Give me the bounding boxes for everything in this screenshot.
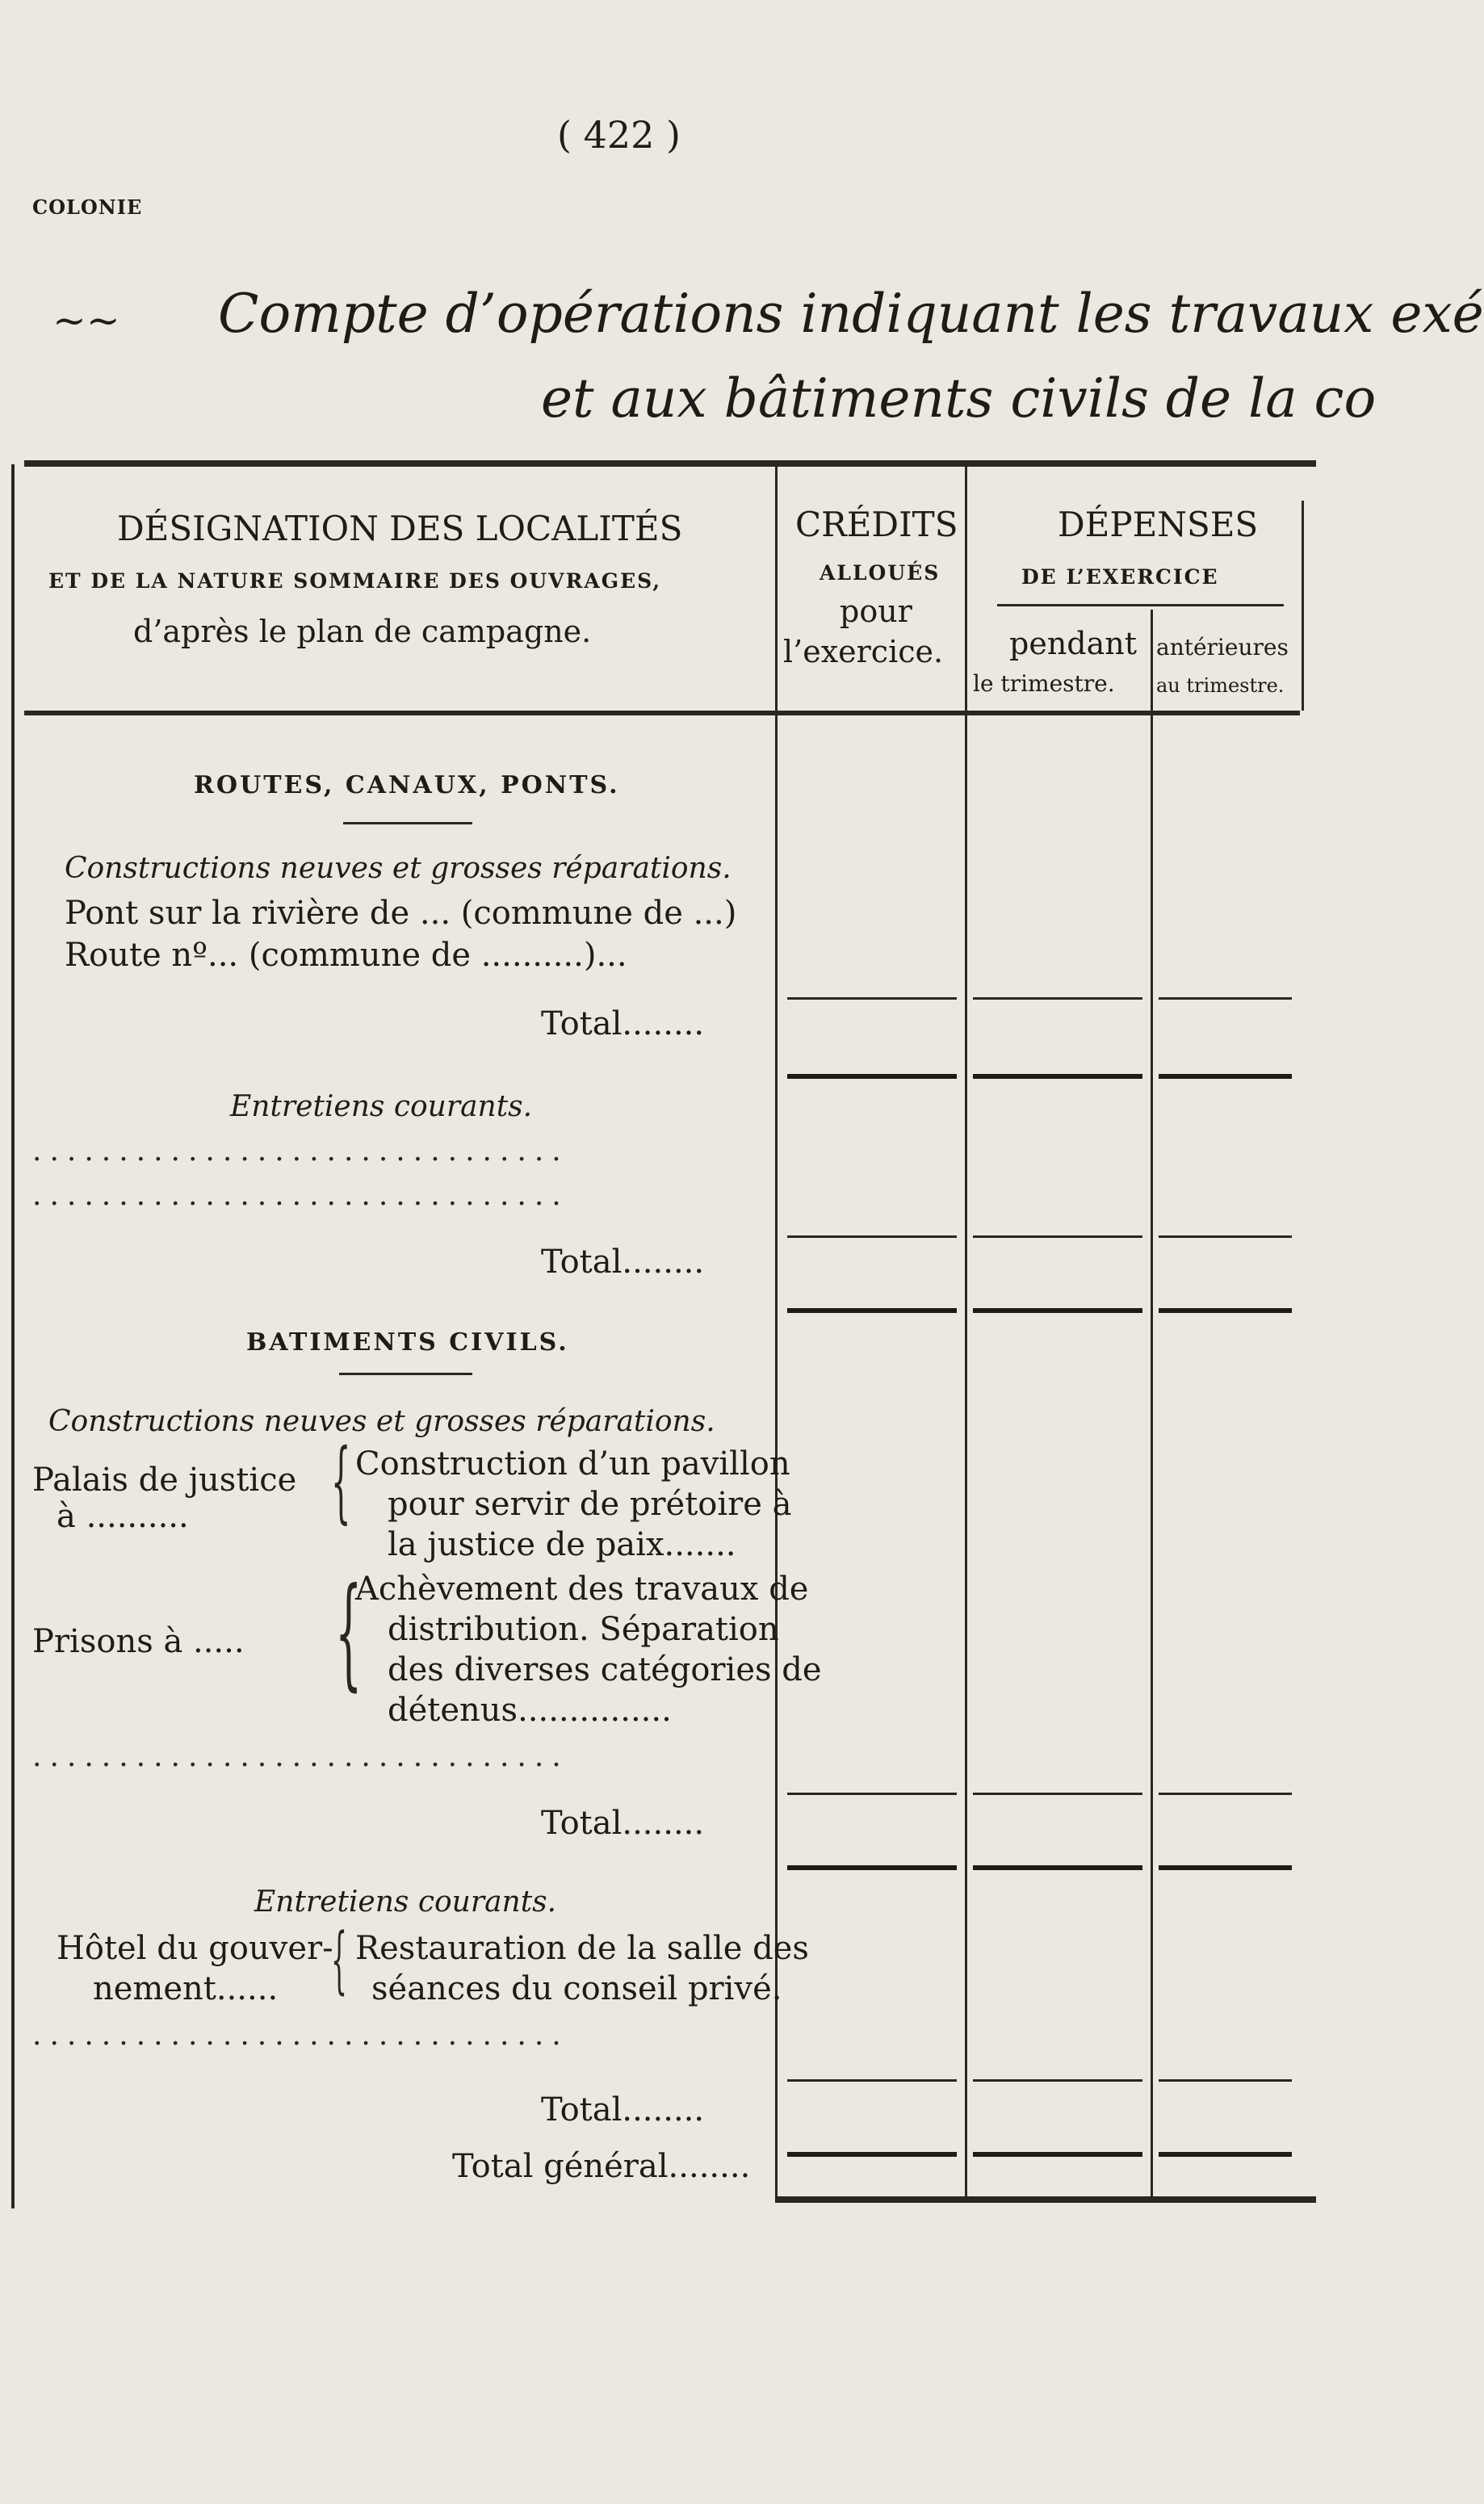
routes-total2-rule-anterieures bbox=[1159, 1308, 1292, 1313]
hotel-label-2: nement...... bbox=[93, 1970, 279, 2007]
header-anterieures-2: au trimestre. bbox=[1156, 674, 1285, 697]
batiments-total-rule-credits bbox=[787, 1865, 957, 1870]
prisons-desc-1: Achèvement des travaux de bbox=[355, 1571, 809, 1608]
batiments-heading: BATIMENTS CIVILS. bbox=[246, 1328, 569, 1357]
prisons-brace: { bbox=[335, 1562, 363, 1703]
palais-label-1: Palais de justice bbox=[32, 1462, 297, 1499]
batiments-constructions-heading: Constructions neuves et grosses réparations. bbox=[48, 1405, 715, 1438]
header-credits-3: pour bbox=[840, 593, 912, 629]
batiments-subtotal-rule-anterieures bbox=[1159, 1793, 1292, 1795]
routes-heading-rule bbox=[343, 822, 472, 824]
header-credits-4: l’exercice. bbox=[783, 634, 944, 669]
routes-entretiens-heading: Entretiens courants. bbox=[230, 1090, 533, 1123]
header-depenses-1: DÉPENSES bbox=[1058, 505, 1259, 544]
column-divider-anterieures bbox=[1151, 610, 1153, 2199]
palais-desc-1: Construction d’un pavillon bbox=[355, 1445, 790, 1483]
routes-constructions-heading: Constructions neuves et grosses réparations. bbox=[65, 852, 732, 885]
routes-subtotal-rule-credits bbox=[787, 997, 957, 1000]
routes-heading: ROUTES, CANAUX, PONTS. bbox=[194, 771, 620, 799]
prisons-desc-3: des diverses catégories de bbox=[388, 1651, 822, 1688]
hotel-desc-1: Restauration de la salle des bbox=[355, 1930, 809, 1967]
batiments-subtotal2-rule-anterieures bbox=[1159, 2079, 1292, 2082]
batiments-total2-rule-pendant bbox=[973, 2152, 1142, 2157]
table-bottom-rule bbox=[775, 2196, 1316, 2203]
batiments-dot-row-1: ............................... bbox=[32, 1740, 569, 1773]
hotel-desc-2: séances du conseil privé. bbox=[371, 1970, 782, 2007]
routes-subtotal-rule-anterieures bbox=[1159, 997, 1292, 1000]
header-designation-2: ET DE LA NATURE SOMMAIRE DES OUVRAGES, bbox=[48, 569, 662, 593]
prisons-desc-4: détenus............... bbox=[388, 1692, 672, 1729]
header-anterieures-1: antérieures bbox=[1156, 634, 1289, 661]
title-line-2: et aux bâtiments civils de la co bbox=[541, 367, 1377, 430]
header-credits-1: CRÉDITS bbox=[795, 505, 958, 544]
title-ornament: ~~ bbox=[52, 297, 120, 344]
routes-total-1: Total........ bbox=[541, 1005, 705, 1042]
routes-total2-rule-credits bbox=[787, 1308, 957, 1313]
batiments-total-2: Total........ bbox=[541, 2091, 705, 2129]
prisons-desc-2: distribution. Séparation bbox=[388, 1611, 779, 1648]
palais-desc-2: pour servir de prétoire à bbox=[388, 1486, 792, 1523]
routes-total-rule-anterieures bbox=[1159, 1074, 1292, 1079]
batiments-subtotal2-rule-pendant bbox=[973, 2079, 1142, 2082]
header-pendant-2: le trimestre. bbox=[973, 670, 1115, 697]
batiments-total-1: Total........ bbox=[541, 1805, 705, 1842]
routes-subtotal2-rule-credits bbox=[787, 1235, 957, 1238]
palais-brace: { bbox=[331, 1429, 351, 1533]
routes-total-rule-pendant bbox=[973, 1074, 1142, 1079]
column-divider-right bbox=[1302, 501, 1304, 711]
routes-total-2: Total........ bbox=[541, 1244, 705, 1281]
header-depenses-2: DE L’EXERCICE bbox=[1021, 565, 1219, 589]
header-designation-3: d’après le plan de campagne. bbox=[133, 614, 592, 649]
routes-pont: Pont sur la rivière de ... (commune de ...) bbox=[65, 895, 737, 932]
batiments-entretiens-heading: Entretiens courants. bbox=[254, 1885, 557, 1919]
batiments-dot-row-2: ............................... bbox=[32, 2019, 569, 2052]
routes-subtotal2-rule-anterieures bbox=[1159, 1235, 1292, 1238]
header-pendant-1: pendant bbox=[1009, 626, 1138, 661]
routes-route: Route nº... (commune de ..........)... bbox=[65, 937, 627, 974]
routes-total2-rule-pendant bbox=[973, 1308, 1142, 1313]
batiments-total-rule-pendant bbox=[973, 1865, 1142, 1870]
table-top-rule bbox=[24, 460, 1316, 467]
total-general: Total général........ bbox=[452, 2148, 751, 2185]
batiments-total2-rule-credits bbox=[787, 2152, 957, 2157]
hotel-brace: { bbox=[331, 1918, 348, 2003]
routes-dot-row-1: ............................... bbox=[32, 1135, 569, 1168]
batiments-subtotal2-rule-credits bbox=[787, 2079, 957, 2082]
batiments-heading-rule bbox=[339, 1373, 472, 1375]
batiments-total-rule-anterieures bbox=[1159, 1865, 1292, 1870]
batiments-total2-rule-anterieures bbox=[1159, 2152, 1292, 2157]
palais-desc-3: la justice de paix....... bbox=[388, 1526, 736, 1563]
routes-dot-row-2: ............................... bbox=[32, 1179, 569, 1212]
hotel-label-1: Hôtel du gouver- bbox=[57, 1930, 333, 1967]
table-left-border bbox=[11, 464, 15, 2208]
batiments-subtotal-rule-credits bbox=[787, 1793, 957, 1795]
batiments-subtotal-rule-pendant bbox=[973, 1793, 1142, 1795]
routes-subtotal2-rule-pendant bbox=[973, 1235, 1142, 1238]
section-label: COLONIE bbox=[32, 195, 143, 219]
header-designation-1: DÉSIGNATION DES LOCALITÉS bbox=[117, 509, 683, 548]
page-number: ( 422 ) bbox=[557, 113, 681, 157]
header-bottom-rule bbox=[24, 711, 1300, 715]
routes-subtotal-rule-pendant bbox=[973, 997, 1142, 1000]
header-credits-2: ALLOUÉS bbox=[820, 561, 941, 585]
palais-label-2: à .......... bbox=[57, 1498, 189, 1535]
routes-total-rule-credits bbox=[787, 1074, 957, 1079]
depenses-brace bbox=[997, 604, 1284, 606]
column-divider-depenses bbox=[965, 467, 967, 2199]
prisons-label: Prisons à ..... bbox=[32, 1623, 245, 1660]
title-line-1: Compte d’opérations indiquant les travaux exé bbox=[218, 283, 1484, 345]
